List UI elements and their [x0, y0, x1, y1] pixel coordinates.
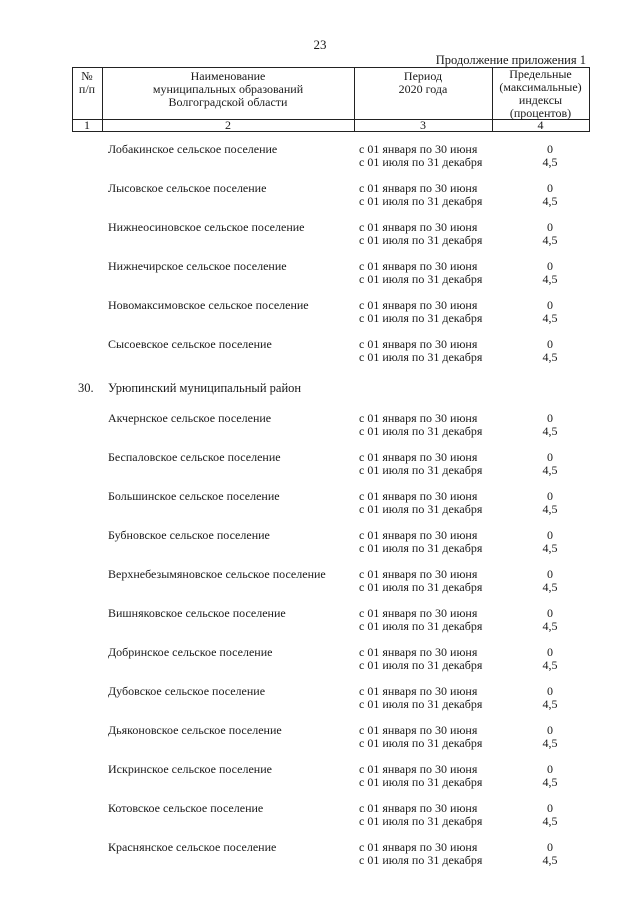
period-first-half: с 01 января по 30 июня: [359, 840, 478, 854]
settlement-row: [0, 724, 640, 763]
period-second-half: с 01 июля по 31 декабря: [359, 658, 483, 672]
period-first-half: с 01 января по 30 июня: [359, 450, 478, 464]
index-second-half: 4,5: [542, 311, 558, 325]
period-second-half: с 01 июля по 31 декабря: [359, 155, 483, 169]
period-second-half: с 01 июля по 31 декабря: [359, 853, 483, 867]
index-first-half: 0: [547, 801, 553, 815]
column-number-1: 1: [84, 118, 90, 132]
settlement-row: [0, 412, 640, 451]
period-first-half: с 01 января по 30 июня: [359, 298, 478, 312]
settlement-name: Искринское сельское поселение: [108, 762, 272, 776]
settlement-name: Нижнечирское сельское поселение: [108, 259, 287, 273]
index-second-half: 4,5: [542, 194, 558, 208]
index-first-half: 0: [547, 298, 553, 312]
index-second-half: 4,5: [542, 736, 558, 750]
period-first-half: с 01 января по 30 июня: [359, 801, 478, 815]
period-second-half: с 01 июля по 31 декабря: [359, 541, 483, 555]
settlement-name: Верхнебезымяновское сельское поселение: [108, 567, 326, 581]
settlement-row: [0, 763, 640, 802]
settlement-name: Дьяконовское сельское поселение: [108, 723, 282, 737]
header-col-period: Период 2020 года: [398, 69, 448, 96]
settlement-name: Дубовское сельское поселение: [108, 684, 266, 698]
period-first-half: с 01 января по 30 июня: [359, 337, 478, 351]
period-second-half: с 01 июля по 31 декабря: [359, 463, 483, 477]
settlement-row: [0, 299, 640, 338]
index-second-half: 4,5: [542, 580, 558, 594]
settlement-row: [0, 841, 640, 880]
index-second-half: 4,5: [542, 350, 558, 364]
index-first-half: 0: [547, 220, 553, 234]
settlement-name: Сысоевское сельское поселение: [108, 337, 272, 351]
continuation-label: Продолжение приложения 1: [435, 53, 586, 67]
page-number: 23: [313, 37, 327, 52]
index-first-half: 0: [547, 528, 553, 542]
period-first-half: с 01 января по 30 июня: [359, 762, 478, 776]
settlement-name: Добринское сельское поселение: [108, 645, 273, 659]
period-first-half: с 01 января по 30 июня: [359, 411, 478, 425]
period-first-half: с 01 января по 30 июня: [359, 528, 478, 542]
period-second-half: с 01 июля по 31 декабря: [359, 736, 483, 750]
header-col-number: № п/п: [78, 69, 96, 96]
period-first-half: с 01 января по 30 июня: [359, 220, 478, 234]
settlement-name: Краснянское сельское поселение: [108, 840, 277, 854]
settlement-name: Котовское сельское поселение: [108, 801, 264, 815]
index-first-half: 0: [547, 723, 553, 737]
period-second-half: с 01 июля по 31 декабря: [359, 775, 483, 789]
header-col-index: Предельные (максимальные) индексы (процентов): [499, 67, 582, 120]
column-number-3: 3: [420, 118, 426, 132]
settlement-name: Нижнеосиновское сельское поселение: [108, 220, 305, 234]
index-second-half: 4,5: [542, 658, 558, 672]
index-second-half: 4,5: [542, 814, 558, 828]
index-second-half: 4,5: [542, 502, 558, 516]
settlement-row: [0, 607, 640, 646]
index-second-half: 4,5: [542, 541, 558, 555]
header-border-right: [589, 67, 590, 132]
settlement-row: [0, 221, 640, 260]
settlement-row: [0, 182, 640, 221]
index-first-half: 0: [547, 181, 553, 195]
table-header: [72, 67, 590, 132]
period-second-half: с 01 июля по 31 декабря: [359, 502, 483, 516]
index-first-half: 0: [547, 142, 553, 156]
index-first-half: 0: [547, 606, 553, 620]
index-first-half: 0: [547, 337, 553, 351]
header-col-name: Наименование муниципальных образований Волгоградской области: [152, 69, 304, 109]
index-second-half: 4,5: [542, 775, 558, 789]
index-first-half: 0: [547, 489, 553, 503]
index-first-half: 0: [547, 259, 553, 273]
index-second-half: 4,5: [542, 697, 558, 711]
settlement-row: [0, 490, 640, 529]
settlement-row: [0, 260, 640, 299]
district-name: Урюпинский муниципальный район: [108, 381, 302, 395]
period-second-half: с 01 июля по 31 декабря: [359, 194, 483, 208]
index-second-half: 4,5: [542, 619, 558, 633]
period-first-half: с 01 января по 30 июня: [359, 567, 478, 581]
period-first-half: с 01 января по 30 июня: [359, 181, 478, 195]
settlement-row: [0, 143, 640, 182]
period-first-half: с 01 января по 30 июня: [359, 259, 478, 273]
index-first-half: 0: [547, 762, 553, 776]
table-body: [0, 143, 640, 880]
index-second-half: 4,5: [542, 155, 558, 169]
index-first-half: 0: [547, 840, 553, 854]
period-second-half: с 01 июля по 31 декабря: [359, 272, 483, 286]
column-number-2: 2: [225, 118, 231, 132]
index-first-half: 0: [547, 450, 553, 464]
settlement-row: [0, 685, 640, 724]
index-second-half: 4,5: [542, 463, 558, 477]
period-second-half: с 01 июля по 31 декабря: [359, 814, 483, 828]
settlement-name: Лысовское сельское поселение: [108, 181, 267, 195]
settlement-name: Вишняковское сельское поселение: [108, 606, 286, 620]
index-first-half: 0: [547, 567, 553, 581]
period-second-half: с 01 июля по 31 декабря: [359, 580, 483, 594]
settlement-row: [0, 568, 640, 607]
index-second-half: 4,5: [542, 853, 558, 867]
period-second-half: с 01 июля по 31 декабря: [359, 697, 483, 711]
period-second-half: с 01 июля по 31 декабря: [359, 619, 483, 633]
index-first-half: 0: [547, 684, 553, 698]
index-first-half: 0: [547, 645, 553, 659]
settlement-row: [0, 338, 640, 377]
period-second-half: с 01 июля по 31 декабря: [359, 311, 483, 325]
period-first-half: с 01 января по 30 июня: [359, 684, 478, 698]
settlement-name: Лобакинское сельское поселение: [108, 142, 278, 156]
settlement-name: Акчернское сельское поселение: [108, 411, 272, 425]
period-first-half: с 01 января по 30 июня: [359, 606, 478, 620]
period-first-half: с 01 января по 30 июня: [359, 723, 478, 737]
district-number: 30.: [78, 381, 94, 395]
period-first-half: с 01 января по 30 июня: [359, 142, 478, 156]
settlement-name: Большинское сельское поселение: [108, 489, 280, 503]
period-first-half: с 01 января по 30 июня: [359, 645, 478, 659]
period-second-half: с 01 июля по 31 декабря: [359, 350, 483, 364]
column-number-4: 4: [537, 118, 544, 132]
index-second-half: 4,5: [542, 233, 558, 247]
index-second-half: 4,5: [542, 424, 558, 438]
period-second-half: с 01 июля по 31 декабря: [359, 424, 483, 438]
settlement-row: [0, 451, 640, 490]
period-first-half: с 01 января по 30 июня: [359, 489, 478, 503]
district-row: [0, 377, 640, 412]
settlement-row: [0, 802, 640, 841]
settlement-row: [0, 529, 640, 568]
settlement-row: [0, 646, 640, 685]
settlement-name: Беспаловское сельское поселение: [108, 450, 281, 464]
settlement-name: Новомаксимовское сельское поселение: [108, 298, 309, 312]
index-first-half: 0: [547, 411, 553, 425]
period-second-half: с 01 июля по 31 декабря: [359, 233, 483, 247]
index-second-half: 4,5: [542, 272, 558, 286]
settlement-name: Бубновское сельское поселение: [108, 528, 270, 542]
